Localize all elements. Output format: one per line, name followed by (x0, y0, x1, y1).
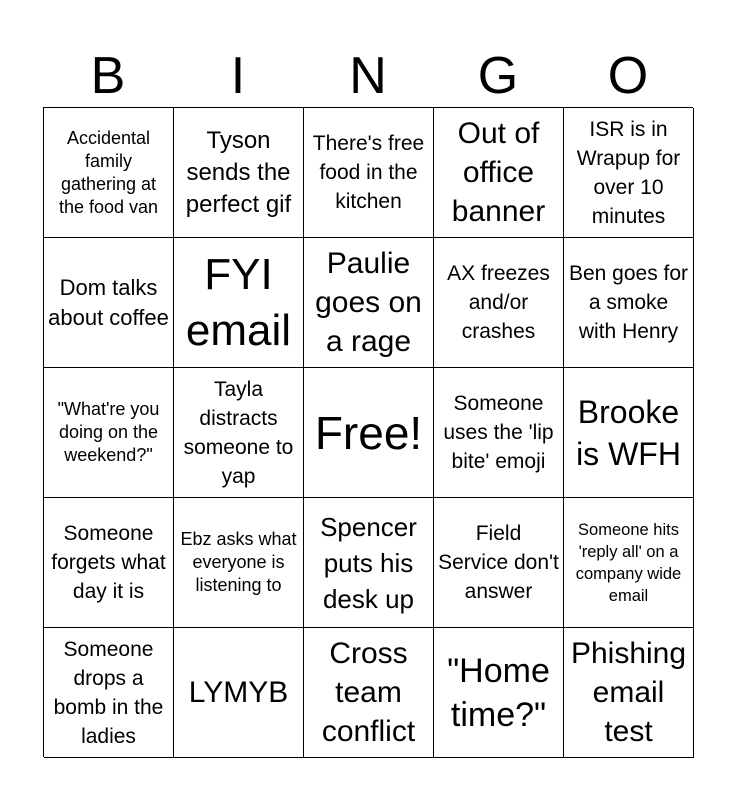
bingo-cell[interactable] (564, 498, 694, 628)
header-letter-b: B (90, 47, 126, 105)
bingo-cell[interactable] (564, 108, 694, 238)
cell-text: Phishing email test (570, 637, 687, 748)
cell-text: Dom talks about coffee (48, 274, 169, 330)
cell-text: Someone uses the 'lip bite' emoji (443, 392, 554, 473)
bingo-cell[interactable] (304, 628, 434, 758)
bingo-cell[interactable] (174, 498, 304, 628)
bingo-header (43, 44, 693, 108)
bingo-cell[interactable] (174, 108, 304, 238)
bingo-cell[interactable] (174, 628, 304, 758)
header-letter-n: N (349, 47, 387, 105)
bingo-cell[interactable] (44, 368, 174, 498)
cell-text: Spencer puts his desk up (320, 511, 417, 614)
bingo-cell[interactable] (304, 108, 434, 238)
bingo-cell[interactable] (44, 498, 174, 628)
bingo-cell[interactable] (434, 238, 564, 368)
cell-text: Tyson sends the perfect gif (185, 126, 292, 218)
bingo-cell[interactable] (434, 368, 564, 498)
cell-text: "What're you doing on the weekend?" (57, 399, 160, 465)
cell-text: Brooke is WFH (576, 393, 681, 472)
bingo-cell[interactable] (564, 368, 694, 498)
cell-text: Someone drops a bomb in the ladies (53, 637, 164, 748)
bingo-cell[interactable] (564, 238, 694, 368)
cell-text: Cross team conflict (321, 637, 416, 748)
bingo-cell[interactable] (304, 238, 434, 368)
cell-text: Tayla distracts someone to yap (183, 377, 294, 488)
bingo-cell[interactable] (434, 628, 564, 758)
cell-text: Free! (314, 406, 423, 459)
cell-text: Field Service don't answer (438, 522, 559, 603)
cell-text: LYMYB (188, 676, 289, 709)
bingo-cell[interactable] (174, 238, 304, 368)
cell-text: Paulie goes on a rage (315, 247, 422, 358)
cell-text: ISR is in Wrapup for over 10 minutes (576, 117, 681, 228)
cell-text: Accidental family gathering at the food van (58, 127, 159, 217)
cell-text: Someone hits 'reply all' on a company wide email (575, 520, 682, 605)
header-letter-g: G (477, 47, 519, 105)
cell-text: Ebz asks what everyone is listening to (180, 529, 297, 595)
cell-text: There's free food in the kitchen (312, 132, 425, 213)
bingo-cell[interactable] (304, 498, 434, 628)
bingo-cell[interactable] (44, 628, 174, 758)
free-space-cell[interactable] (304, 368, 434, 498)
bingo-cell[interactable] (434, 108, 564, 238)
cell-text: AX freezes and/or crashes (447, 262, 550, 343)
header-letter-i: I (230, 47, 246, 105)
cell-text: Out of office banner (451, 117, 546, 228)
bingo-card-grid (43, 107, 693, 757)
bingo-cell[interactable] (44, 238, 174, 368)
bingo-cell[interactable] (44, 108, 174, 238)
bingo-cell[interactable] (564, 628, 694, 758)
cell-text: "Home time?" (447, 651, 550, 734)
header-letter-o: O (607, 47, 649, 105)
cell-text: FYI email (185, 249, 292, 355)
bingo-cell[interactable] (174, 368, 304, 498)
cell-text: Ben goes for a smoke with Henry (568, 262, 689, 343)
cell-text: Someone forgets what day it is (51, 522, 166, 603)
bingo-cell[interactable] (434, 498, 564, 628)
